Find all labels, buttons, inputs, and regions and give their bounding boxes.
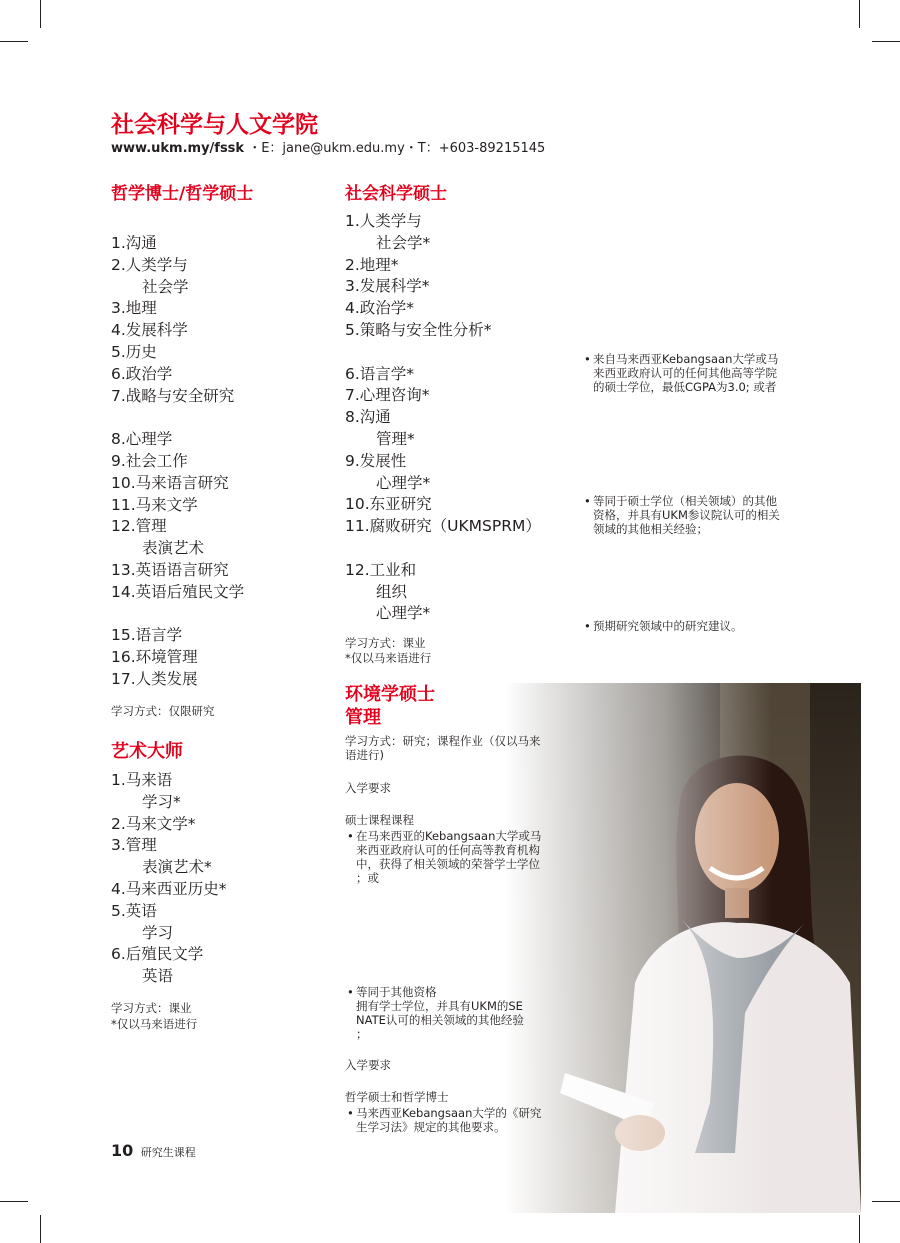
env-bullet-2: • 等同于其他资格 拥有学士学位，并具有UKM的SE NATE认可的相关领域的其他经验 ； <box>345 985 586 1041</box>
crop-mark <box>40 0 41 28</box>
requirements-bullet-3: • 预期研究领域中的研究建议。 <box>582 619 823 633</box>
list-item: 17.人类发展 <box>111 669 198 688</box>
phd-heading: 哲学博士/哲学硕士 <box>111 184 254 204</box>
crop-mark <box>872 41 900 42</box>
list-item: 11.腐败研究（UKMSPRM） <box>345 517 541 536</box>
page-number: 10 <box>111 1141 134 1160</box>
list-item: 5.英语 学习 <box>111 901 174 942</box>
faculty-title: 社会科学与人文学院 <box>111 112 318 138</box>
list-item: 1.人类学与 社会学* <box>345 212 431 252</box>
list-item: 15.语言学 <box>111 626 183 645</box>
list-item: 10.马来语言研究 <box>111 473 229 492</box>
list-item: 6.语言学* <box>345 364 415 383</box>
env-req-heading-2: 入学要求 <box>345 1058 391 1072</box>
list-item: 3.地理 <box>111 299 157 318</box>
list-item: 11.马来文学 <box>111 495 198 514</box>
list-item: 7.战略与安全研究 <box>111 386 235 405</box>
crop-mark <box>40 1215 41 1243</box>
list-item: 12.工业和 组织 心理学* <box>345 560 431 623</box>
ma-study-mode: 学习方式：课业 <box>111 1001 192 1015</box>
ma-heading: 艺术大师 <box>111 741 183 762</box>
list-item: 13.英语语言研究 <box>111 560 229 579</box>
ma-language-note: *仅以马来语进行 <box>111 1017 198 1031</box>
list-item: 1.马来语 学习* <box>111 771 181 811</box>
env-bullet-1: • 在马来西亚的Kebangsaan大学或马 来西亚政府认可的任何高等教育机构 中，获得了相关领域的荣誉学士学位 ；或 <box>345 829 586 885</box>
list-item: 5.历史 <box>111 342 157 361</box>
ss-language-note: *仅以马来语进行 <box>345 651 432 665</box>
list-item: 2.马来文学* <box>111 814 196 833</box>
env-heading-line2: 管理 <box>345 707 381 728</box>
requirements-bullet-2: • 等同于硕士学位（相关领域）的其他 资格，并具有UKM参议院认可的相关 领域的其他相关经验； <box>582 494 823 536</box>
env-heading <box>345 683 435 729</box>
footer-label: 研究生课程 <box>140 1146 196 1159</box>
requirements-bullet-1: • 来自马来西亚Kebangsaan大学或马 来西亚政府认可的任何其他高等学院 的硕士学位，最低CGPA为3.0; 或者 <box>582 352 823 394</box>
list-item: 1.沟通 <box>111 234 157 252</box>
env-req-heading: 入学要求 <box>345 781 391 795</box>
list-item: 9.社会工作 <box>111 451 188 470</box>
list-item: 3.发展科学* <box>345 277 430 296</box>
crop-mark <box>0 1201 28 1202</box>
page-footer <box>111 1141 196 1160</box>
crop-mark <box>859 0 860 28</box>
list-item: 10.东亚研究 <box>345 495 432 514</box>
ma-program-list <box>111 770 227 988</box>
contact-email-phone: ・E：jane@ukm.edu.my・T：+603-89215145 <box>248 141 546 156</box>
list-item: 8.心理学 <box>111 430 173 449</box>
crop-mark <box>859 1215 860 1243</box>
env-study-mode: 学习方式：研究；课程作业（仅以马来 语进行) <box>345 734 541 762</box>
list-item: 16.环境管理 <box>111 648 198 667</box>
env-bullet-3: • 马来西亚Kebangsaan大学的《研究 生学习法》规定的其他要求。 <box>345 1106 586 1134</box>
list-item: 5.策略与安全性分析* <box>345 320 492 339</box>
crop-mark <box>872 1201 900 1202</box>
env-course-heading: 硕士课程课程 <box>345 813 414 827</box>
ss-study-mode: 学习方式：课业 <box>345 636 426 650</box>
phd-study-mode: 学习方式：仅限研究 <box>111 704 215 718</box>
list-item: 6.后殖民文学 英语 <box>111 945 204 986</box>
faculty-url-link[interactable]: www.ukm.my/fssk <box>111 141 245 156</box>
crop-mark <box>0 41 28 42</box>
list-item: 4.政治学* <box>345 299 415 318</box>
env-phd-heading: 哲学硕士和哲学博士 <box>345 1090 449 1104</box>
list-item: 12.管理 表演艺术 <box>111 517 205 558</box>
contact-line <box>111 137 545 156</box>
list-item: 6.政治学 <box>111 364 173 383</box>
list-item: 4.马来西亚历史* <box>111 879 227 898</box>
list-item: 9.发展性 心理学* <box>345 451 431 492</box>
list-item: 8.沟通 管理* <box>345 408 415 448</box>
list-item: 7.心理咨询* <box>345 386 430 405</box>
list-item: 2.人类学与 社会学 <box>111 255 189 296</box>
env-heading-line1: 环境学硕士 <box>345 684 435 705</box>
list-item: 4.发展科学 <box>111 321 188 340</box>
list-item: 2.地理* <box>345 255 399 274</box>
ss-heading: 社会科学硕士 <box>345 184 447 204</box>
ss-program-list <box>345 211 541 625</box>
list-item: 14.英语后殖民文学 <box>111 582 245 601</box>
list-item: 3.管理 表演艺术* <box>111 836 212 877</box>
phd-program-list <box>111 233 244 691</box>
